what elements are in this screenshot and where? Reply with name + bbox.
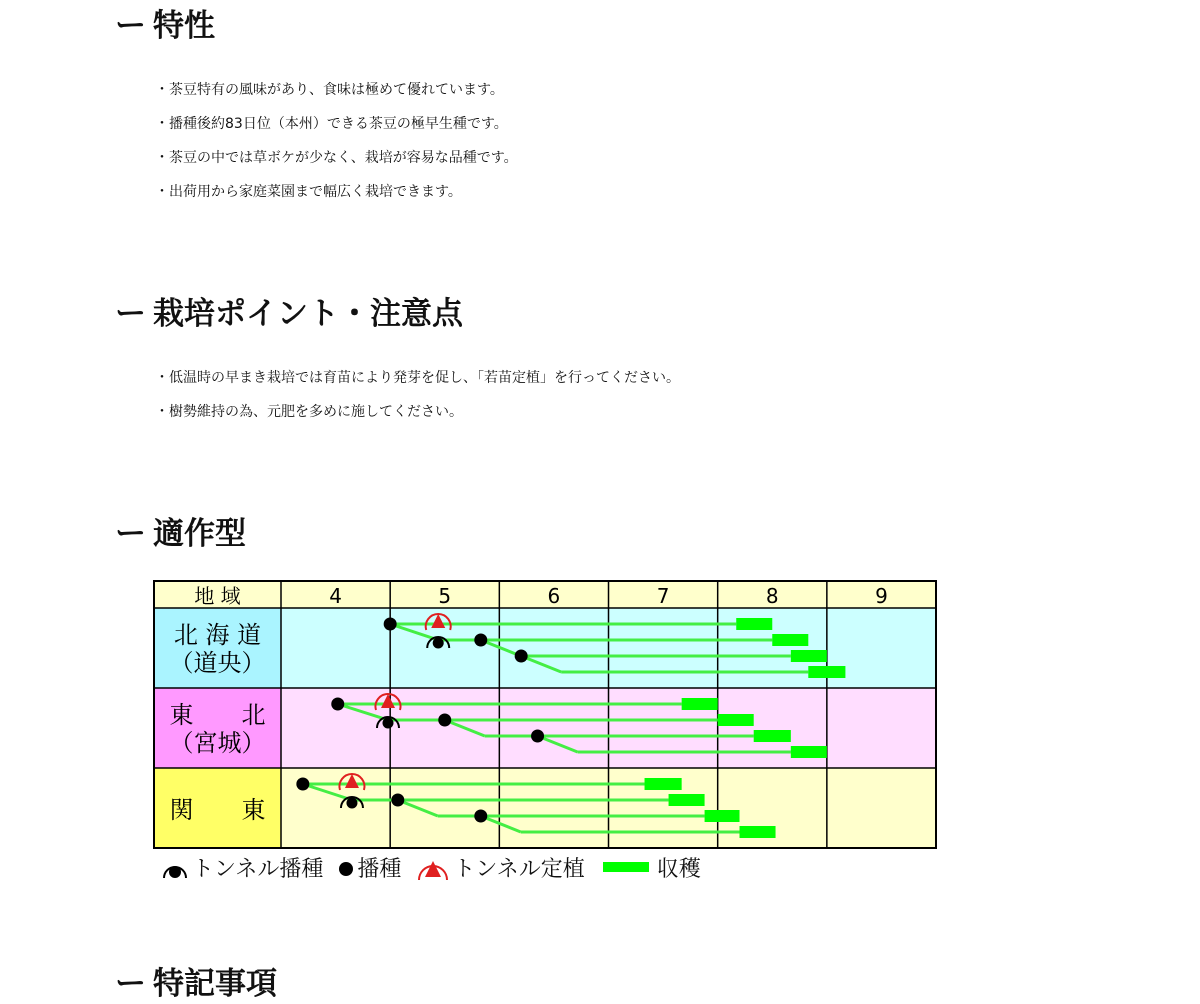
harvest-bar (791, 650, 827, 662)
list-item: ・樹勢維持の為、元肥を多めに施してください。 (155, 404, 463, 420)
sowing-dot (515, 650, 528, 663)
sowing-dot (433, 638, 444, 649)
harvest-bar (705, 810, 740, 822)
header-region-label: 地 域 (194, 584, 241, 608)
list-item: ・茶豆特有の風味があり、食味は極めて優れています。 (155, 82, 504, 98)
harvest-bar (669, 794, 705, 806)
month-label: 8 (765, 584, 779, 608)
month-label: 4 (329, 584, 342, 608)
month-label: 5 (438, 584, 452, 608)
harvest-bar (718, 714, 754, 726)
sowing-dot (384, 618, 397, 631)
legend-label: 播種 (357, 856, 402, 882)
section-title-text: 栽培ポイント・注意点 (153, 296, 463, 332)
legend-item-tunnel-sowing (160, 852, 323, 883)
harvest-bar (736, 618, 772, 630)
list-item: ・茶豆の中では草ボケが少なく、栽培が容易な品種です。 (155, 150, 518, 166)
list-item: ・低温時の早まき栽培では育苗により発芽を促し、「若苗定植」を行ってください。 (155, 370, 680, 386)
sowing-dot (531, 730, 544, 743)
harvest-bar (808, 666, 845, 678)
harvest-bar (740, 826, 776, 838)
sowing-dot (382, 718, 393, 729)
sowing-dot (296, 778, 309, 791)
title-dash: ー (115, 8, 146, 44)
section-title-text: 適作型 (153, 516, 246, 552)
region-name: 関 東 (169, 796, 266, 824)
list-item: ・出荷用から家庭菜園まで幅広く栽培できます。 (155, 184, 462, 200)
title-dash: ー (115, 516, 146, 552)
legend-label: トンネル播種 (192, 856, 324, 882)
legend-item-harvest (599, 852, 701, 883)
sowing-dot-icon (337, 854, 355, 880)
sowing-dot (346, 798, 357, 809)
region-subname: （道央） (169, 649, 266, 677)
region-name: 北 海 道 (173, 621, 262, 649)
title-dash: ー (115, 966, 146, 1002)
region-name: 東 北 (169, 701, 266, 729)
sowing-dot (438, 714, 451, 727)
header-row-bg (154, 581, 936, 608)
harvest-bar (645, 778, 682, 790)
month-label: 6 (547, 584, 561, 608)
month-label: 9 (875, 584, 888, 608)
list-item: ・播種後約83日位（本州）できる茶豆の極早生種です。 (155, 116, 508, 132)
legend-label: 収穫 (656, 856, 701, 882)
section-title-text: 特性 (153, 8, 215, 44)
harvest-bar (772, 634, 808, 646)
region-subname: （宮城） (169, 729, 266, 757)
legend-item-sowing (337, 852, 401, 883)
chart-legend (160, 851, 715, 883)
sowing-dot (474, 810, 487, 823)
legend-label: トンネル定植 (453, 856, 585, 882)
harvest-bar (791, 746, 827, 758)
harvest-bar (754, 730, 791, 742)
tunnel-planting-icon (415, 853, 451, 881)
sowing-dot (391, 794, 404, 807)
legend-item-tunnel-planting (415, 852, 584, 883)
month-label: 7 (656, 584, 670, 608)
sowing-dot (331, 698, 344, 711)
title-dash: ー (115, 296, 146, 332)
section-title-text: 特記事項 (153, 966, 277, 1002)
harvest-bar (682, 698, 718, 710)
section-title-special-notes (115, 964, 277, 1004)
tunnel-sowing-icon (160, 854, 190, 880)
harvest-bar-icon (599, 857, 655, 877)
sowing-dot (474, 634, 487, 647)
